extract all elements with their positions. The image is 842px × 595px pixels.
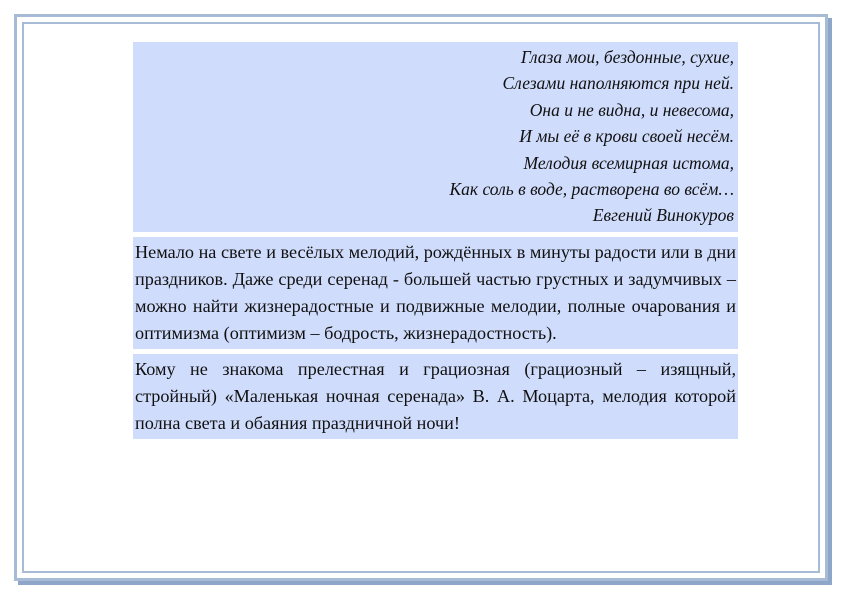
paragraph-cheerful-melodies: Немало на свете и весёлых мелодий, рождённых в минуты радости или в дни праздников. Даже среди серенад - большей частью грустных и задумчивых – можно найти жизнерадостные и подвижные мелодии, полные очарования и оптимизма (оптимизм – бодрость, жизнерадостность).: [133, 237, 738, 349]
text-content: [133, 42, 738, 439]
paragraph-mozart-serenade: Кому не знакома прелестная и грациозная (грациозный – изящный, стройный) «Маленькая ночная серенада» В. А. Моцарта, мелодия которой полна света и обаяния праздничной ночи!: [133, 354, 738, 439]
poem-line: И мы её в крови своей несём.: [519, 126, 734, 147]
poem-line: Как соль в воде, растворена во всём…: [449, 179, 734, 200]
poem-author: Евгений Винокуров: [592, 205, 734, 226]
poem-line: Глаза мои, бездонные, сухие,: [520, 47, 734, 67]
poem-line: Мелодия всемирная истома,: [523, 152, 734, 173]
frame-shadow-bottom: [18, 581, 832, 585]
poem-line: Она и не видна, и невесома,: [529, 99, 734, 120]
poem-line: Слезами наполняются при ней.: [502, 73, 734, 94]
epigraph-poem: [133, 42, 738, 232]
frame-shadow-right: [828, 18, 832, 585]
